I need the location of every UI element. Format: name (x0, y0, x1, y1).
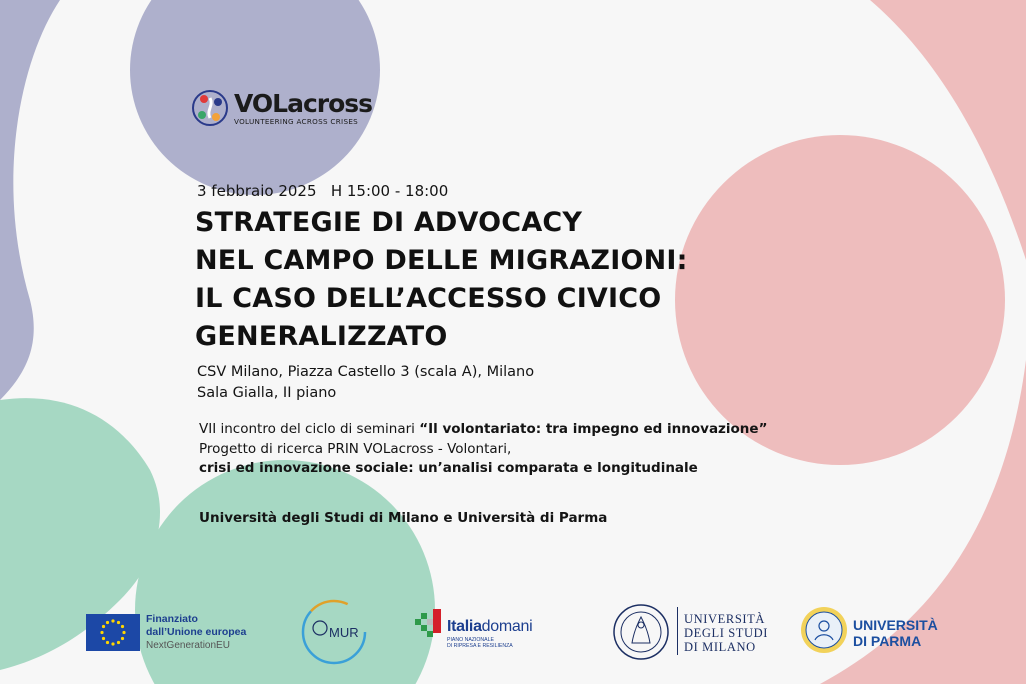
organizing-universities: Università degli Studi di Milano e Università di Parma (199, 510, 608, 526)
domani-name-part: domani (481, 618, 533, 635)
title-line: IL CASO DELL’ACCESSO CIVICO (195, 283, 662, 314)
eu-funding-text (146, 613, 246, 652)
italia-domani-subtitle (447, 637, 513, 649)
series-intro: VII incontro del ciclo di seminari (199, 421, 420, 437)
project-line-bold: crisi ed innovazione sociale: un’analisi comparata e longitudinale (199, 460, 698, 476)
unimi-wordmark (684, 612, 768, 654)
event-description (199, 420, 767, 479)
eu-line-2: dall’Unione europea (146, 626, 247, 638)
italia-sub-1: PIANO NAZIONALE (447, 637, 494, 643)
volacross-people-icon (192, 90, 228, 126)
series-name: “Il volontariato: tra impegno ed innovazione” (419, 421, 768, 437)
venue-line: Sala Gialla, II piano (197, 385, 337, 401)
eu-line-1: Finanziato (146, 613, 198, 625)
italia-sub-2: DI RIPRESA E RESILIENZA (447, 643, 513, 649)
mur-name: MUR (329, 625, 359, 640)
unimi-line-3: DI MILANO (684, 640, 756, 654)
title-line: GENERALIZZATO (195, 321, 448, 352)
event-title (195, 204, 688, 356)
italia-domani-name (447, 618, 532, 636)
event-venue (197, 362, 534, 404)
unipr-seal-icon (800, 606, 848, 654)
pink-shape-right (675, 135, 1005, 465)
unimi-line-1: UNIVERSITÀ (684, 612, 765, 626)
volacross-logo (192, 90, 372, 126)
unimi-line-2: DEGLI STUDI (684, 626, 769, 640)
unimi-seal-icon (612, 603, 670, 661)
eu-flag-icon (86, 614, 140, 651)
italia-domani-flag-icon (415, 609, 445, 645)
unimi-divider (677, 607, 678, 655)
unipr-line-1: UNIVERSITÀ (853, 617, 938, 633)
series-row (199, 420, 767, 440)
project-line: Progetto di ricerca PRIN VOLacross - Volontari, (199, 440, 512, 457)
event-date-time: 3 febbraio 2025 H 15:00 - 18:00 (197, 182, 449, 200)
title-line: STRATEGIE DI ADVOCACY (195, 207, 583, 238)
logo-tagline: VOLUNTEERING ACROSS CRISES (234, 116, 359, 126)
unipr-line-2: DI PARMA (853, 633, 922, 649)
unipr-wordmark (853, 617, 938, 649)
logo-name: VOLacross (234, 88, 373, 118)
italia-name-part: Italia (447, 618, 482, 635)
mur-logo (300, 598, 368, 666)
eu-line-3: NextGenerationEU (146, 640, 230, 651)
venue-line: CSV Milano, Piazza Castello 3 (scala A), Milano (197, 364, 535, 380)
title-line: NEL CAMPO DELLE MIGRAZIONI: (195, 245, 688, 276)
